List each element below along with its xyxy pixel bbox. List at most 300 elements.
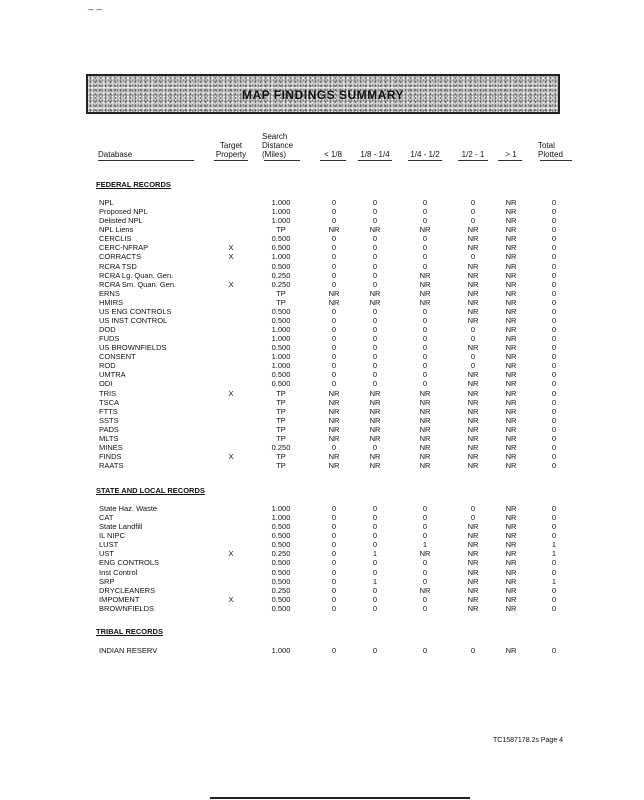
search-distance: TP (276, 461, 286, 470)
count-1-4-1-2: 0 (422, 334, 428, 344)
table-row (0, 352, 644, 361)
search-distance: 0.500 (271, 243, 291, 253)
table-row (0, 289, 644, 298)
total-plotted: 0 (551, 442, 557, 452)
count-gt-1: NR (505, 315, 517, 325)
search-distance: 1.000 (271, 361, 291, 371)
total-plotted: 0 (551, 297, 557, 307)
count-lt-1-8: 0 (331, 252, 337, 262)
column-header-database: Database (98, 150, 133, 159)
search-distance: TP (276, 415, 286, 425)
total-plotted: 0 (551, 270, 557, 280)
table-row (0, 595, 644, 604)
count-1-2-1: NR (467, 225, 479, 235)
table-row (0, 234, 644, 243)
search-distance: 1.000 (271, 352, 291, 362)
count-1-2-1: 0 (470, 504, 476, 513)
count-gt-1: NR (505, 576, 517, 586)
target-property: X (228, 243, 234, 253)
count-gt-1: NR (505, 379, 517, 389)
database-name: BROWNFIELDS (99, 603, 155, 613)
table-row (0, 325, 644, 334)
count-1-2-1: NR (467, 531, 479, 541)
total-plotted: 0 (551, 334, 557, 344)
database-name: TRIS (99, 388, 117, 398)
count-1-2-1: NR (467, 424, 479, 434)
header-underline (98, 160, 194, 161)
total-plotted: 1 (551, 540, 557, 550)
count-1-8-1-4: 0 (372, 334, 378, 344)
count-lt-1-8: 0 (331, 234, 337, 244)
count-lt-1-8: 0 (331, 646, 337, 655)
search-distance: 0.500 (271, 315, 291, 325)
count-1-8-1-4: 0 (372, 513, 378, 523)
count-1-4-1-2: 0 (422, 379, 428, 389)
count-gt-1: NR (505, 225, 517, 235)
search-distance: 0.500 (271, 567, 291, 577)
count-lt-1-8: 0 (331, 334, 337, 344)
table-row (0, 549, 644, 558)
total-plotted: 0 (551, 558, 557, 568)
count-1-4-1-2: 0 (422, 522, 428, 532)
count-1-4-1-2: NR (419, 279, 431, 289)
count-1-2-1: NR (467, 379, 479, 389)
table-row (0, 298, 644, 307)
count-1-4-1-2: 0 (422, 261, 428, 271)
count-gt-1: NR (505, 198, 517, 207)
total-plotted: 0 (551, 361, 557, 371)
database-name: UMTRA (99, 370, 126, 380)
total-plotted: 0 (551, 594, 557, 604)
count-1-8-1-4: 0 (372, 594, 378, 604)
count-gt-1: NR (505, 334, 517, 344)
count-gt-1: NR (505, 234, 517, 244)
header-underline (264, 160, 300, 161)
count-lt-1-8: 0 (331, 361, 337, 371)
count-1-4-1-2: 0 (422, 646, 428, 655)
database-name: DRYCLEANERS (99, 585, 156, 595)
count-1-2-1: 0 (470, 361, 476, 371)
count-lt-1-8: NR (328, 388, 340, 398)
count-lt-1-8: 0 (331, 343, 337, 353)
count-1-8-1-4: NR (369, 424, 381, 434)
database-name: NPL Liens (99, 225, 134, 235)
count-1-4-1-2: 0 (422, 567, 428, 577)
count-gt-1: NR (505, 406, 517, 416)
database-name: FUDS (99, 334, 120, 344)
total-plotted: 0 (551, 388, 557, 398)
count-1-2-1: NR (467, 279, 479, 289)
search-distance: 0.250 (271, 549, 291, 559)
search-distance: 1.000 (271, 198, 291, 207)
count-gt-1: NR (505, 433, 517, 443)
count-gt-1: NR (505, 549, 517, 559)
target-property: X (228, 594, 234, 604)
header-line: Property (215, 150, 247, 159)
count-1-2-1: NR (467, 343, 479, 353)
count-lt-1-8: 0 (331, 379, 337, 389)
page-footer: TC1587178.2s Page 4 (493, 737, 564, 744)
count-1-4-1-2: NR (419, 415, 431, 425)
count-gt-1: NR (505, 252, 517, 262)
count-1-2-1: 0 (470, 325, 476, 334)
count-1-2-1: NR (467, 433, 479, 443)
database-name: Delisted NPL (99, 216, 143, 226)
search-distance: 0.500 (271, 558, 291, 568)
table-row (0, 370, 644, 379)
column-header-target-property (212, 141, 250, 159)
count-gt-1: NR (505, 594, 517, 604)
table-row (0, 416, 644, 425)
search-distance: 0.500 (271, 370, 291, 380)
table-row (0, 604, 644, 613)
count-1-8-1-4: 0 (372, 234, 378, 244)
total-plotted: 0 (551, 352, 557, 362)
count-lt-1-8: 0 (331, 198, 337, 207)
count-1-8-1-4: NR (369, 452, 381, 461)
count-1-8-1-4: 0 (372, 306, 378, 316)
database-name: Proposed NPL (99, 207, 148, 217)
total-plotted: 0 (551, 279, 557, 289)
search-distance: 0.250 (271, 270, 291, 280)
database-name: SSTS (99, 415, 119, 425)
table-row (0, 513, 644, 522)
count-lt-1-8: 0 (331, 243, 337, 253)
total-plotted: 0 (551, 315, 557, 325)
search-distance: TP (276, 225, 286, 235)
header-underline (498, 160, 522, 161)
search-distance: TP (276, 288, 286, 298)
total-plotted: 0 (551, 306, 557, 316)
count-1-4-1-2: NR (419, 406, 431, 416)
count-1-8-1-4: 0 (372, 243, 378, 253)
count-gt-1: NR (505, 270, 517, 280)
target-property: X (228, 279, 234, 289)
count-1-4-1-2: NR (419, 297, 431, 307)
column-header-search-distance (262, 132, 300, 159)
count-gt-1: NR (505, 461, 517, 470)
count-1-8-1-4: 0 (372, 558, 378, 568)
count-1-2-1: NR (467, 234, 479, 244)
database-name: UST (99, 549, 114, 559)
count-lt-1-8: 0 (331, 442, 337, 452)
count-1-8-1-4: NR (369, 461, 381, 470)
total-plotted: 0 (551, 603, 557, 613)
count-1-2-1: NR (467, 558, 479, 568)
database-name: US INST CONTROL (99, 315, 168, 325)
count-1-8-1-4: 0 (372, 370, 378, 380)
total-plotted: 0 (551, 452, 557, 461)
target-property: X (228, 252, 234, 262)
total-plotted: 0 (551, 207, 557, 217)
count-1-4-1-2: 0 (422, 594, 428, 604)
count-lt-1-8: NR (328, 461, 340, 470)
table-row (0, 307, 644, 316)
count-1-8-1-4: NR (369, 406, 381, 416)
column-header-total-plotted (538, 141, 572, 159)
search-distance: 1.000 (271, 513, 291, 523)
count-1-8-1-4: 0 (372, 207, 378, 217)
header-underline (408, 160, 442, 161)
count-gt-1: NR (505, 540, 517, 550)
count-1-4-1-2: 1 (422, 540, 428, 550)
count-gt-1: NR (505, 442, 517, 452)
total-plotted: 0 (551, 513, 557, 523)
count-gt-1: NR (505, 531, 517, 541)
count-lt-1-8: NR (328, 433, 340, 443)
total-plotted: 0 (551, 504, 557, 513)
count-1-8-1-4: 0 (372, 531, 378, 541)
search-distance: 0.250 (271, 279, 291, 289)
table-row (0, 361, 644, 370)
count-gt-1: NR (505, 397, 517, 407)
database-name: PADS (99, 424, 119, 434)
count-lt-1-8: NR (328, 415, 340, 425)
count-lt-1-8: 0 (331, 207, 337, 217)
total-plotted: 0 (551, 646, 557, 655)
count-gt-1: NR (505, 558, 517, 568)
table-row (0, 225, 644, 234)
count-1-4-1-2: NR (419, 388, 431, 398)
count-lt-1-8: 0 (331, 306, 337, 316)
section-title: STATE AND LOCAL RECORDS (96, 486, 205, 495)
table-row (0, 389, 644, 398)
count-1-8-1-4: NR (369, 397, 381, 407)
search-distance: 0.500 (271, 576, 291, 586)
database-name: RCRA Lg. Quan. Gen. (99, 270, 174, 280)
count-lt-1-8: 0 (331, 576, 337, 586)
database-name: CORRACTS (99, 252, 142, 262)
search-distance: TP (276, 433, 286, 443)
count-1-2-1: 0 (470, 216, 476, 226)
count-lt-1-8: 0 (331, 594, 337, 604)
count-1-8-1-4: 0 (372, 315, 378, 325)
count-lt-1-8: 0 (331, 603, 337, 613)
count-1-8-1-4: NR (369, 415, 381, 425)
database-name: LUST (99, 540, 119, 550)
count-lt-1-8: 0 (331, 585, 337, 595)
column-header-lt-1-8: < 1/8 (323, 150, 342, 159)
count-gt-1: NR (505, 415, 517, 425)
count-1-4-1-2: NR (419, 288, 431, 298)
count-1-8-1-4: 0 (372, 522, 378, 532)
count-1-4-1-2: NR (419, 424, 431, 434)
total-plotted: 0 (551, 243, 557, 253)
count-1-2-1: NR (467, 567, 479, 577)
database-name: INDIAN RESERV (99, 646, 158, 655)
count-1-2-1: 0 (470, 513, 476, 523)
total-plotted: 0 (551, 198, 557, 207)
scan-artifact-line (210, 797, 470, 799)
target-property: X (228, 549, 234, 559)
count-1-2-1: 0 (470, 207, 476, 217)
count-1-8-1-4: 0 (372, 198, 378, 207)
count-lt-1-8: 0 (331, 325, 337, 334)
count-1-4-1-2: 0 (422, 370, 428, 380)
total-plotted: 1 (551, 576, 557, 586)
database-name: MLTS (99, 433, 119, 443)
count-1-2-1: NR (467, 415, 479, 425)
search-distance: 0.250 (271, 442, 291, 452)
count-1-2-1: 0 (470, 352, 476, 362)
count-1-2-1: NR (467, 461, 479, 470)
count-lt-1-8: 0 (331, 370, 337, 380)
count-1-2-1: NR (467, 397, 479, 407)
count-1-2-1: NR (467, 452, 479, 461)
count-1-4-1-2: 0 (422, 325, 428, 334)
database-name: CERCLIS (99, 234, 132, 244)
table-row (0, 522, 644, 531)
table-row (0, 379, 644, 388)
table-row (0, 334, 644, 343)
count-gt-1: NR (505, 279, 517, 289)
database-name: DOD (99, 325, 116, 334)
count-1-4-1-2: 0 (422, 315, 428, 325)
search-distance: 1.000 (271, 334, 291, 344)
database-name: ODI (99, 379, 113, 389)
count-1-8-1-4: 0 (372, 216, 378, 226)
count-1-4-1-2: 0 (422, 216, 428, 226)
count-lt-1-8: 0 (331, 522, 337, 532)
count-1-4-1-2: 0 (422, 531, 428, 541)
count-1-4-1-2: NR (419, 270, 431, 280)
table-row (0, 343, 644, 352)
search-distance: TP (276, 388, 286, 398)
total-plotted: 0 (551, 234, 557, 244)
total-plotted: 1 (551, 549, 557, 559)
count-lt-1-8: 0 (331, 261, 337, 271)
count-gt-1: NR (505, 297, 517, 307)
column-header-1-8-1-4: 1/8 - 1/4 (360, 150, 390, 159)
count-1-4-1-2: NR (419, 442, 431, 452)
count-1-8-1-4: 0 (372, 270, 378, 280)
count-1-8-1-4: 1 (372, 549, 378, 559)
count-1-2-1: NR (467, 442, 479, 452)
database-name: HMIRS (99, 297, 124, 307)
count-gt-1: NR (505, 343, 517, 353)
count-lt-1-8: 0 (331, 531, 337, 541)
count-lt-1-8: 0 (331, 558, 337, 568)
database-name: TSCA (99, 397, 120, 407)
header-line: Search (262, 132, 288, 141)
count-1-8-1-4: NR (369, 297, 381, 307)
count-1-8-1-4: 0 (372, 279, 378, 289)
section-title: TRIBAL RECORDS (96, 627, 163, 636)
count-1-4-1-2: NR (419, 397, 431, 407)
count-lt-1-8: NR (328, 397, 340, 407)
search-distance: 1.000 (271, 207, 291, 217)
database-name: ROD (99, 361, 116, 371)
header-underline (320, 160, 346, 161)
table-row (0, 452, 644, 461)
count-1-4-1-2: NR (419, 433, 431, 443)
table-row (0, 568, 644, 577)
count-gt-1: NR (505, 325, 517, 334)
table-row (0, 216, 644, 225)
header-underline (358, 160, 392, 161)
count-1-4-1-2: 0 (422, 243, 428, 253)
count-1-4-1-2: 0 (422, 361, 428, 371)
count-1-4-1-2: NR (419, 549, 431, 559)
count-gt-1: NR (505, 261, 517, 271)
count-1-4-1-2: 0 (422, 513, 428, 523)
count-1-4-1-2: 0 (422, 306, 428, 316)
header-underline (458, 160, 488, 161)
database-name: RAATS (99, 461, 124, 470)
count-1-4-1-2: NR (419, 461, 431, 470)
search-distance: 0.500 (271, 594, 291, 604)
count-1-4-1-2: 0 (422, 198, 428, 207)
search-distance: TP (276, 424, 286, 434)
search-distance: TP (276, 297, 286, 307)
count-1-8-1-4: 0 (372, 585, 378, 595)
count-1-8-1-4: NR (369, 388, 381, 398)
database-name: RCRA Sm. Quan. Gen. (99, 279, 177, 289)
table-row (0, 531, 644, 540)
count-1-8-1-4: 0 (372, 352, 378, 362)
section-title: FEDERAL RECORDS (96, 180, 171, 189)
title-banner (86, 74, 560, 114)
table-row (0, 398, 644, 407)
table-row (0, 646, 644, 655)
search-distance: 0.500 (271, 306, 291, 316)
count-1-2-1: NR (467, 270, 479, 280)
page-mark: _ _ (88, 0, 102, 11)
count-1-8-1-4: 0 (372, 325, 378, 334)
count-1-2-1: NR (467, 603, 479, 613)
count-1-8-1-4: 0 (372, 540, 378, 550)
count-1-8-1-4: 0 (372, 252, 378, 262)
total-plotted: 0 (551, 261, 557, 271)
header-line: Plotted (538, 150, 563, 159)
table-row (0, 443, 644, 452)
database-name: CERC-NFRAP (99, 243, 149, 253)
table-row (0, 461, 644, 470)
column-header-gt-1: > 1 (505, 150, 517, 159)
count-1-2-1: NR (467, 261, 479, 271)
search-distance: TP (276, 406, 286, 416)
total-plotted: 0 (551, 406, 557, 416)
count-1-2-1: 0 (470, 252, 476, 262)
total-plotted: 0 (551, 288, 557, 298)
search-distance: 0.500 (271, 234, 291, 244)
count-1-2-1: NR (467, 288, 479, 298)
count-lt-1-8: NR (328, 225, 340, 235)
count-gt-1: NR (505, 513, 517, 523)
database-name: FTTS (99, 406, 118, 416)
count-1-2-1: 0 (470, 198, 476, 207)
search-distance: 0.500 (271, 522, 291, 532)
count-gt-1: NR (505, 603, 517, 613)
count-lt-1-8: NR (328, 452, 340, 461)
header-line: Distance (262, 141, 294, 150)
search-distance: 0.250 (271, 585, 291, 595)
table-row (0, 207, 644, 216)
table-row (0, 198, 644, 207)
database-name: CAT (99, 513, 114, 523)
count-gt-1: NR (505, 243, 517, 253)
header-line: Total (538, 141, 555, 150)
table-row (0, 577, 644, 586)
count-1-8-1-4: NR (369, 225, 381, 235)
count-lt-1-8: NR (328, 297, 340, 307)
search-distance: 0.500 (271, 379, 291, 389)
table-row (0, 586, 644, 595)
database-name: SRP (99, 576, 115, 586)
count-1-4-1-2: 0 (422, 234, 428, 244)
total-plotted: 0 (551, 379, 557, 389)
count-1-8-1-4: NR (369, 288, 381, 298)
